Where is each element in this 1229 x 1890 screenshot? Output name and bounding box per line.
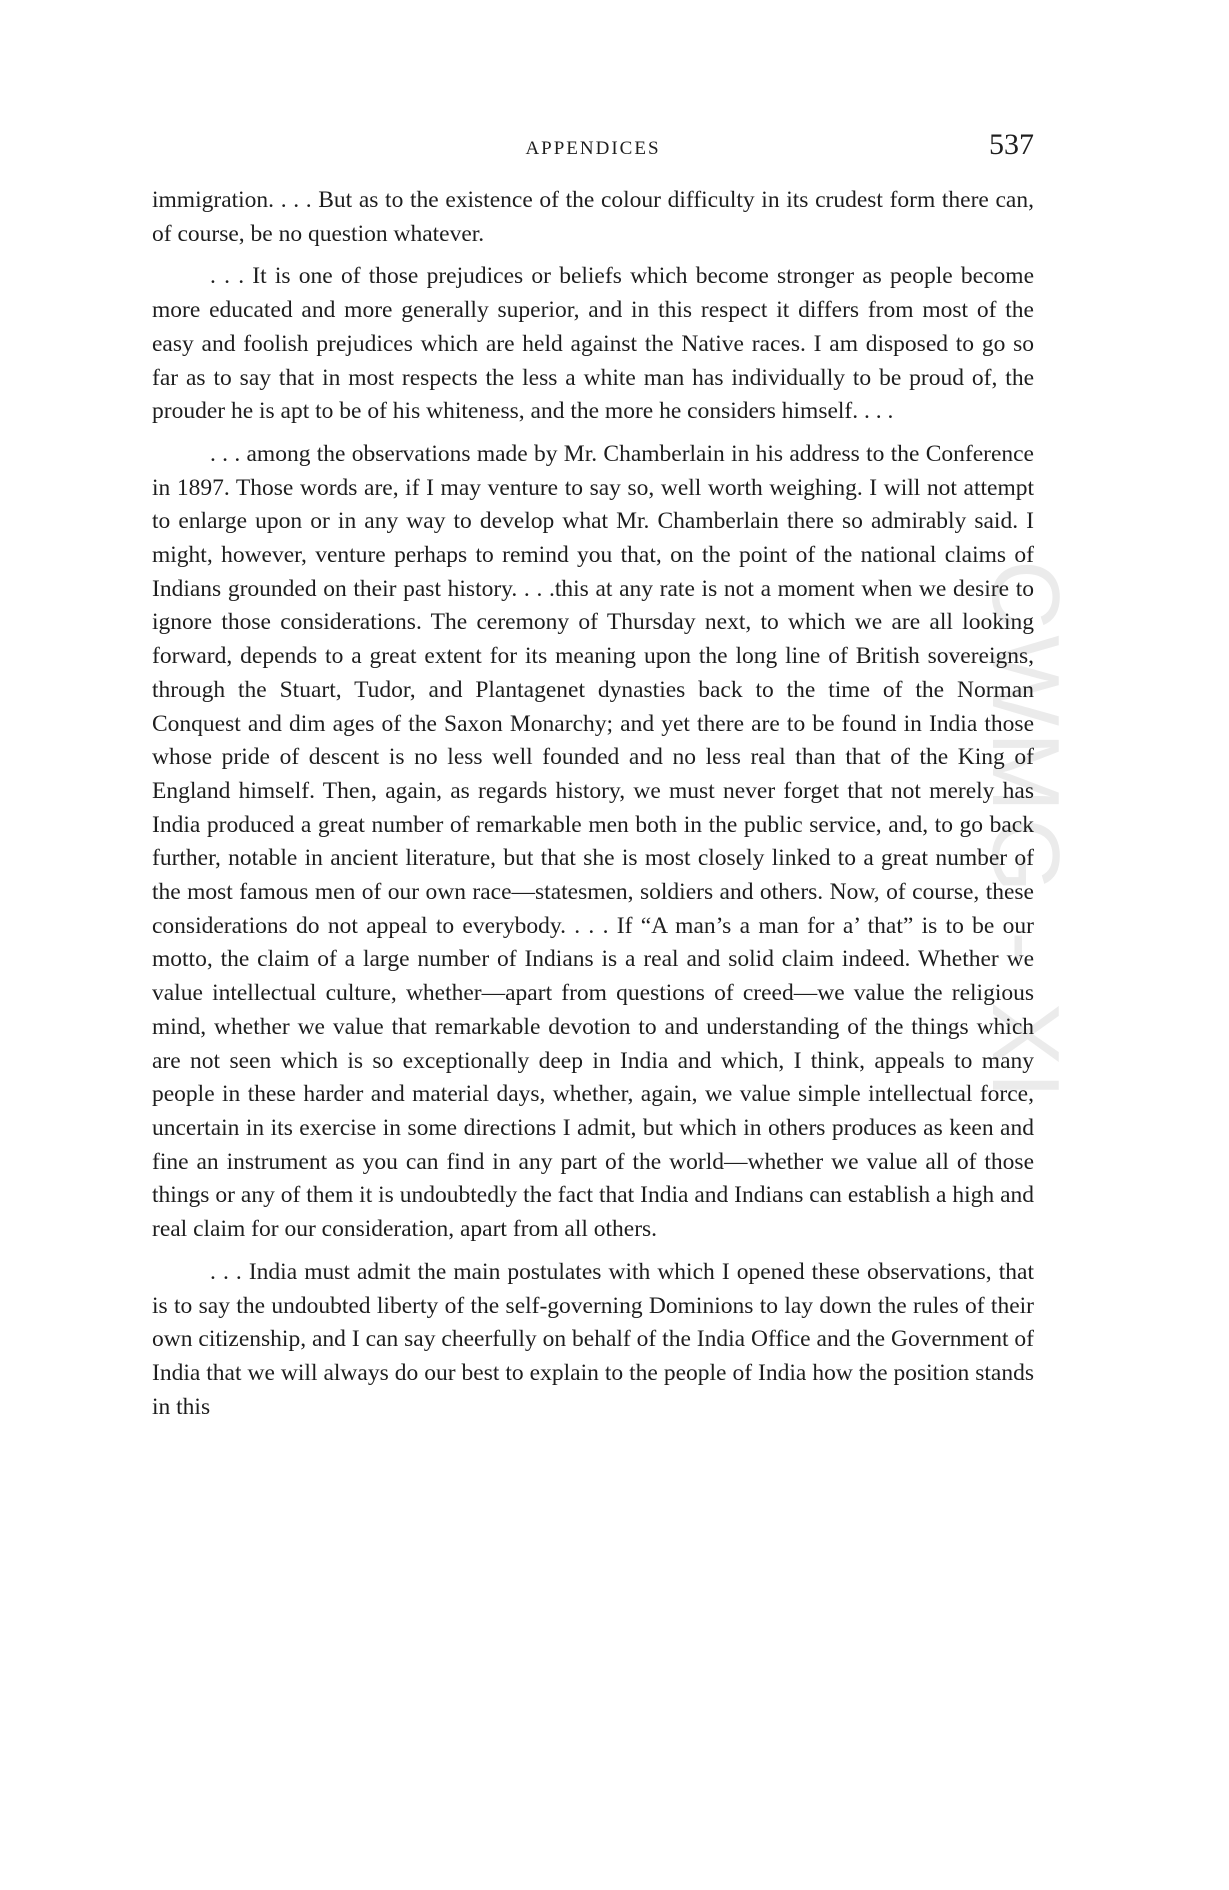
page-header — [152, 128, 1034, 168]
running-head: APPENDICES — [525, 138, 661, 159]
watermark: CWMG - XI — [972, 560, 1079, 1105]
paragraph: . . . It is one of those prejudices or beliefs which become stronger as people become more educated and more generally superior, and in this respect it differs from most of the easy and foolish prejudices which are held against the Native races. I am disposed to go so far as to say that in most respects the less a white man has individually to be proud of, the prouder he is apt to be of his whiteness, and the more he considers himself. . . . — [152, 263, 1034, 425]
paragraph: . . . among the observations made by Mr. Chamberlain in his address to the Conference in 1897. Those words are, if I may venture to say so, well worth weighing. I will not attempt to enlarge upon or in any way to develop what Mr. Chamberlain there so admirably said. I might, however, venture perhaps to remind you that, on the point of the national claims of Indians grounded on their past history. . . .this at any rate is not a moment when we desire to ignore those considerations. The ceremony of Thursday next, to which we are all looking forward, depends to a great extent for its meaning upon the long line of British sovereigns, through the Stuart, Tudor, and Plantagenet dynasties back to the time of the Norman Conquest and dim ages of the Saxon Monarchy; and yet there are to be found in India those whose pride of descent is no less well founded and no less real than that of the King of England himself. Then, again, as regards history, we must never forget that not merely has India produced a great number of remarkable men both in the public service, and, to go back further, notable in ancient literature, but that she is most closely linked to a great number of the most famous men of our own race—statesmen, soldiers and others. Now, of course, these considerations do not appeal to everybody. . . . If “A man’s a man for a’ that” is to be our motto, the claim of a large number of Indians is a real and solid claim indeed. Whether we value intellectual culture, whether—apart from questions of creed—we value the religious mind, whether we value that remarkable devotion to and understanding of the things which are not seen which is so exceptionally deep in India and which, I think, appeals to many people in these harder and material days, whether, again, we value simple intellectual force, uncertain in its exercise in some directions I admit, but which in others produces as keen and fine an instrument as you can find in any part of the world—whether we value all of those things or any of them it is undoubtedly the fact that India and Indians can establish a high and real claim for our consideration, apart from all others. — [152, 440, 1034, 1243]
page-number: 537 — [989, 128, 1034, 161]
paragraph: . . . India must admit the main postulates with which I opened these observations, that is to say the undoubted liberty of the self-governing Dominions to lay down the rules of their own citizenship, and I can say cheerfully on behalf of the India Office and the Government of India that we will always do our best to explain to the people of India how the position stands in this — [152, 1258, 1034, 1420]
page-body — [152, 184, 1034, 1424]
paragraph: immigration. . . . But as to the existence of the colour difficulty in its crudest form there can, of course, be no question whatever. — [152, 187, 1034, 247]
